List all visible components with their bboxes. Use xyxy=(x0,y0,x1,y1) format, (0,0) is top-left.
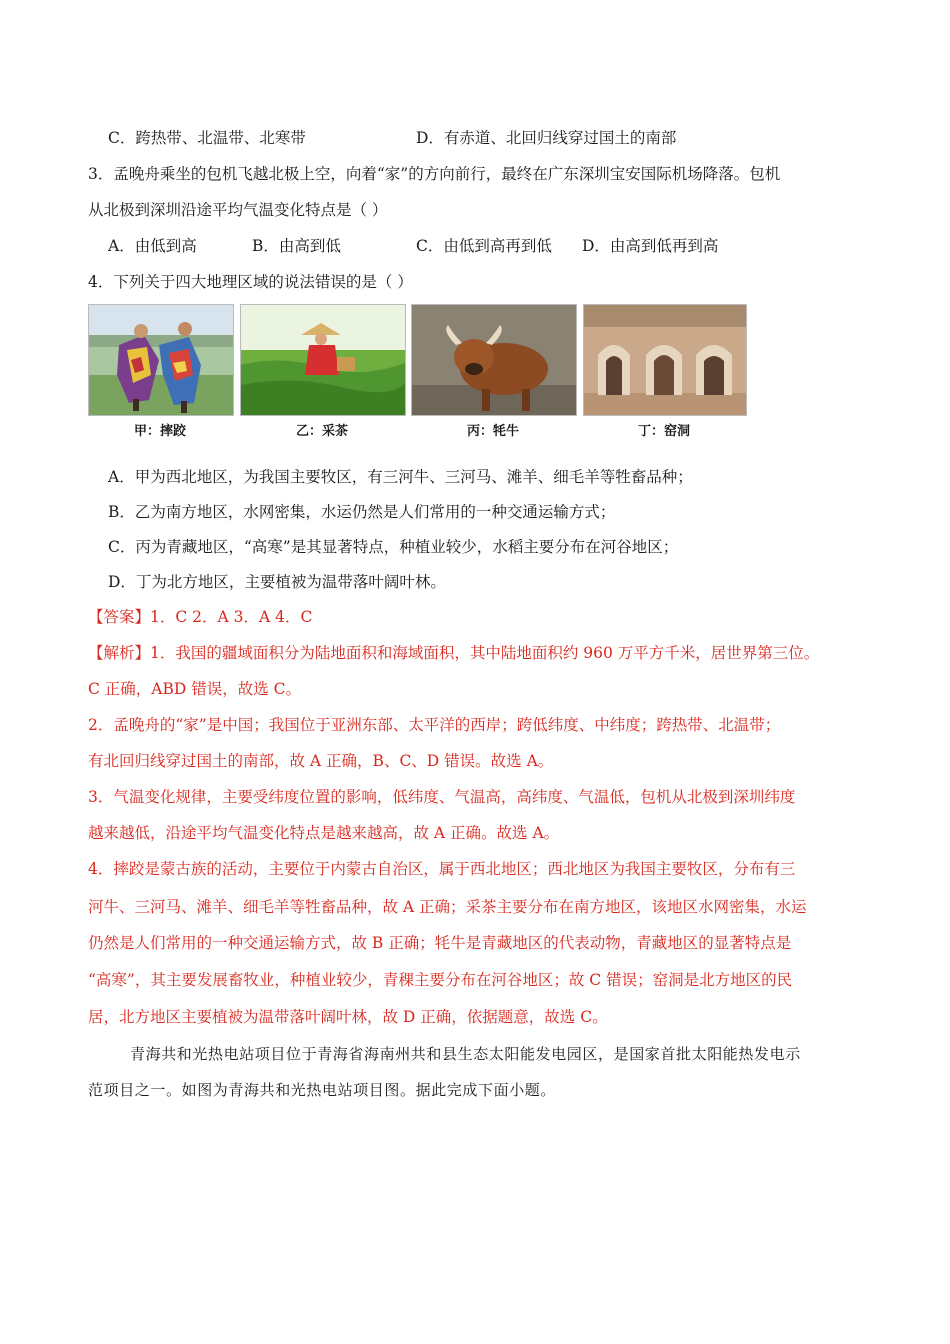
analysis-line-1: 【解析】1．我国的疆域面积分为陆地面积和海域面积，其中陆地面积约 960 万平方千米，居世界第三位。 xyxy=(88,644,820,662)
analysis-line-2: C 正确，ABD 错误，故选 C。 xyxy=(88,680,302,698)
q3-option-d: D．由高到低再到高 xyxy=(582,237,719,255)
q4-option-b: B．乙为南方地区，水网密集，水运仍然是人们常用的一种交通运输方式； xyxy=(108,503,616,521)
analysis-line-5: 3．气温变化规律，主要受纬度位置的影响，低纬度、气温高，高纬度、气温低，包机从北极到深圳纬度 xyxy=(88,788,796,806)
q4-option-a: A．甲为西北地区，为我国主要牧区，有三河牛、三河马、滩羊、细毛羊等牲畜品种； xyxy=(108,468,693,486)
q4-option-c: C．丙为青藏地区，“高寒”是其显著特点，种植业较少，水稻主要分布在河谷地区； xyxy=(108,538,679,556)
caption-cave-dwelling: 丁：窑洞 xyxy=(637,424,690,439)
analysis-line-8: 河牛、三河马、滩羊、细毛羊等牲畜品种，故 A 正确；采茶主要分布在南方地区，该地区水网密集，水运 xyxy=(88,898,807,916)
cave-dwelling-image xyxy=(584,305,746,415)
q4-stem: 4．下列关于四大地理区域的说法错误的是（ ） xyxy=(88,273,413,291)
caption-wrestling: 甲：摔跤 xyxy=(133,424,186,439)
answer-line: 【答案】1．C 2．A 3．A 4．C xyxy=(88,608,313,626)
analysis-line-7: 4．摔跤是蒙古族的活动，主要位于内蒙古自治区，属于西北地区；西北地区为我国主要牧区，分布有三 xyxy=(88,860,796,878)
analysis-line-9: 仍然是人们常用的一种交通运输方式，故 B 正确；牦牛是青藏地区的代表动物，青藏地区的显著特点是 xyxy=(88,934,792,952)
photo-cave-dwelling xyxy=(583,304,747,416)
photo-yak xyxy=(411,304,577,416)
passage-line-1: 青海共和光热电站项目位于青海省海南州共和县生态太阳能发电园区，是国家首批太阳能热发电示 xyxy=(130,1045,801,1063)
analysis-line-11: 居，北方地区主要植被为温带落叶阔叶林，故 D 正确，依据题意，故选 C。 xyxy=(88,1008,608,1026)
yak-image xyxy=(412,305,576,415)
q3-option-b: B．由高到低 xyxy=(252,237,341,255)
q3-stem-line2: 从北极到深圳沿途平均气温变化特点是（ ） xyxy=(88,201,388,219)
photo-tea-picking xyxy=(240,304,406,416)
q3-option-a: A．由低到高 xyxy=(108,237,197,255)
q2-option-d: D．有赤道、北回归线穿过国土的南部 xyxy=(416,129,677,147)
q4-option-d: D．丁为北方地区，主要植被为温带落叶阔叶林。 xyxy=(108,573,446,591)
passage-line-2: 范项目之一。如图为青海共和光热电站项目图。据此完成下面小题。 xyxy=(88,1081,557,1099)
analysis-line-10: “高寒”，其主要发展畜牧业，种植业较少，青稞主要分布在河谷地区；故 C 错误；窑洞是北方地区的民 xyxy=(88,971,793,989)
wrestling-image xyxy=(89,305,233,415)
q3-option-c: C．由低到高再到低 xyxy=(416,237,552,255)
photo-wrestling xyxy=(88,304,234,416)
q3-stem-line1: 3．孟晚舟乘坐的包机飞越北极上空，向着“家”的方向前行，最终在广东深圳宝安国际机场降落。包机 xyxy=(88,165,781,183)
q2-option-c: C．跨热带、北温带、北寒带 xyxy=(108,129,306,147)
tea-picking-image xyxy=(241,305,405,415)
analysis-line-6: 越来越低，沿途平均气温变化特点是越来越高，故 A 正确。故选 A。 xyxy=(88,824,560,842)
caption-yak: 丙：牦牛 xyxy=(466,424,519,439)
analysis-line-3: 2．孟晚舟的“家”是中国；我国位于亚洲东部、太平洋的西岸；跨低纬度、中纬度；跨热带、北温带； xyxy=(88,716,781,734)
caption-tea-picking: 乙：采茶 xyxy=(295,424,348,439)
analysis-line-4: 有北回归线穿过国土的南部，故 A 正确，B、C、D 错误。故选 A。 xyxy=(88,752,554,770)
